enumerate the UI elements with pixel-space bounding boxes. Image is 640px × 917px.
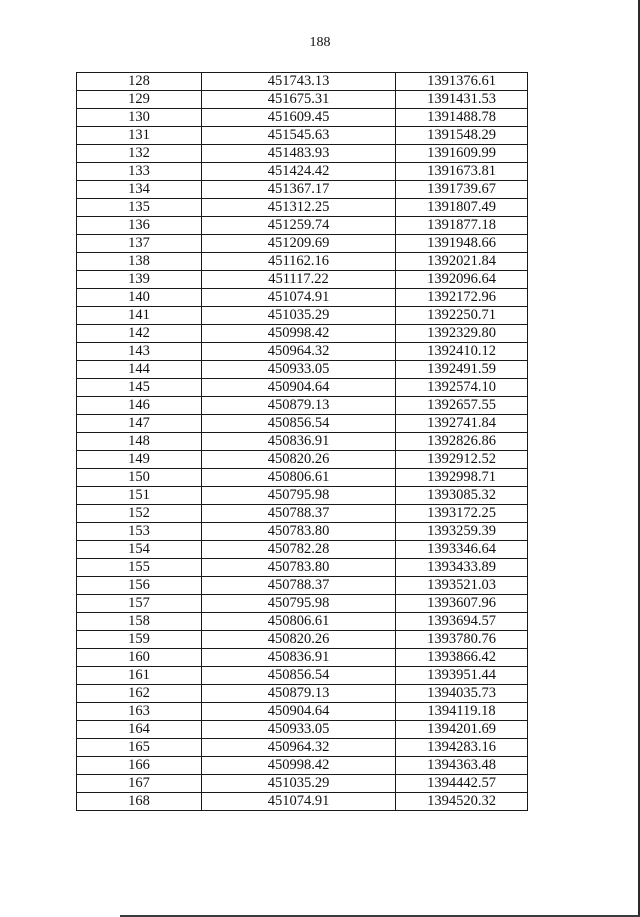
- coordinates-table-body: [77, 73, 528, 811]
- x-coordinate-cell: 450904.64: [202, 703, 396, 721]
- y-coordinate-cell: 1392657.55: [396, 397, 528, 415]
- y-coordinate-cell: 1393085.32: [396, 487, 528, 505]
- x-coordinate-cell: 451117.22: [202, 271, 396, 289]
- table-row: [77, 127, 528, 145]
- x-coordinate-cell: 451035.29: [202, 307, 396, 325]
- y-coordinate-cell: 1394363.48: [396, 757, 528, 775]
- x-coordinate-cell: 451367.17: [202, 181, 396, 199]
- table-row: [77, 793, 528, 811]
- x-coordinate-cell: 451743.13: [202, 73, 396, 91]
- x-coordinate-cell: 450856.54: [202, 415, 396, 433]
- y-coordinate-cell: 1391673.81: [396, 163, 528, 181]
- point-number-cell: 151: [77, 487, 202, 505]
- coordinates-table: [76, 72, 528, 811]
- x-coordinate-cell: 450820.26: [202, 451, 396, 469]
- x-coordinate-cell: 450998.42: [202, 757, 396, 775]
- y-coordinate-cell: 1393346.64: [396, 541, 528, 559]
- point-number-cell: 147: [77, 415, 202, 433]
- table-row: [77, 685, 528, 703]
- y-coordinate-cell: 1391488.78: [396, 109, 528, 127]
- table-row: [77, 595, 528, 613]
- point-number-cell: 129: [77, 91, 202, 109]
- table-row: [77, 181, 528, 199]
- point-number-cell: 138: [77, 253, 202, 271]
- point-number-cell: 155: [77, 559, 202, 577]
- y-coordinate-cell: 1393259.39: [396, 523, 528, 541]
- point-number-cell: 136: [77, 217, 202, 235]
- point-number-cell: 132: [77, 145, 202, 163]
- x-coordinate-cell: 450879.13: [202, 397, 396, 415]
- y-coordinate-cell: 1393780.76: [396, 631, 528, 649]
- table-row: [77, 451, 528, 469]
- x-coordinate-cell: 450788.37: [202, 577, 396, 595]
- x-coordinate-cell: 451162.16: [202, 253, 396, 271]
- x-coordinate-cell: 450836.91: [202, 433, 396, 451]
- x-coordinate-cell: 451259.74: [202, 217, 396, 235]
- x-coordinate-cell: 451675.31: [202, 91, 396, 109]
- x-coordinate-cell: 451312.25: [202, 199, 396, 217]
- x-coordinate-cell: 450783.80: [202, 559, 396, 577]
- point-number-cell: 154: [77, 541, 202, 559]
- table-row: [77, 325, 528, 343]
- point-number-cell: 141: [77, 307, 202, 325]
- y-coordinate-cell: 1392491.59: [396, 361, 528, 379]
- point-number-cell: 128: [77, 73, 202, 91]
- table-row: [77, 667, 528, 685]
- table-row: [77, 415, 528, 433]
- y-coordinate-cell: 1394283.16: [396, 739, 528, 757]
- y-coordinate-cell: 1391431.53: [396, 91, 528, 109]
- table-row: [77, 649, 528, 667]
- y-coordinate-cell: 1394119.18: [396, 703, 528, 721]
- y-coordinate-cell: 1392172.96: [396, 289, 528, 307]
- y-coordinate-cell: 1392574.10: [396, 379, 528, 397]
- table-row: [77, 523, 528, 541]
- y-coordinate-cell: 1392912.52: [396, 451, 528, 469]
- y-coordinate-cell: 1391948.66: [396, 235, 528, 253]
- table-row: [77, 199, 528, 217]
- table-row: [77, 757, 528, 775]
- table-row: [77, 361, 528, 379]
- table-row: [77, 541, 528, 559]
- page-number: 188: [309, 35, 331, 50]
- y-coordinate-cell: 1391548.29: [396, 127, 528, 145]
- point-number-cell: 139: [77, 271, 202, 289]
- table-row: [77, 109, 528, 127]
- y-coordinate-cell: 1393694.57: [396, 613, 528, 631]
- x-coordinate-cell: 451035.29: [202, 775, 396, 793]
- table-row: [77, 145, 528, 163]
- y-coordinate-cell: 1393433.89: [396, 559, 528, 577]
- point-number-cell: 167: [77, 775, 202, 793]
- table-row: [77, 235, 528, 253]
- table-row: [77, 559, 528, 577]
- x-coordinate-cell: 450933.05: [202, 361, 396, 379]
- point-number-cell: 137: [77, 235, 202, 253]
- y-coordinate-cell: 1394035.73: [396, 685, 528, 703]
- x-coordinate-cell: 450806.61: [202, 469, 396, 487]
- table-row: [77, 505, 528, 523]
- x-coordinate-cell: 450795.98: [202, 595, 396, 613]
- point-number-cell: 130: [77, 109, 202, 127]
- table-row: [77, 469, 528, 487]
- y-coordinate-cell: 1394442.57: [396, 775, 528, 793]
- point-number-cell: 134: [77, 181, 202, 199]
- table-row: [77, 271, 528, 289]
- table-row: [77, 613, 528, 631]
- y-coordinate-cell: 1391807.49: [396, 199, 528, 217]
- y-coordinate-cell: 1393607.96: [396, 595, 528, 613]
- table-row: [77, 775, 528, 793]
- x-coordinate-cell: 451483.93: [202, 145, 396, 163]
- x-coordinate-cell: 451545.63: [202, 127, 396, 145]
- point-number-cell: 144: [77, 361, 202, 379]
- point-number-cell: 168: [77, 793, 202, 811]
- point-number-cell: 164: [77, 721, 202, 739]
- point-number-cell: 146: [77, 397, 202, 415]
- point-number-cell: 166: [77, 757, 202, 775]
- table-row: [77, 289, 528, 307]
- point-number-cell: 157: [77, 595, 202, 613]
- point-number-cell: 131: [77, 127, 202, 145]
- table-row: [77, 379, 528, 397]
- y-coordinate-cell: 1392826.86: [396, 433, 528, 451]
- point-number-cell: 148: [77, 433, 202, 451]
- y-coordinate-cell: 1392410.12: [396, 343, 528, 361]
- table-row: [77, 703, 528, 721]
- y-coordinate-cell: 1392329.80: [396, 325, 528, 343]
- point-number-cell: 145: [77, 379, 202, 397]
- table-row: [77, 73, 528, 91]
- point-number-cell: 135: [77, 199, 202, 217]
- table-row: [77, 217, 528, 235]
- point-number-cell: 133: [77, 163, 202, 181]
- point-number-cell: 161: [77, 667, 202, 685]
- table-row: [77, 91, 528, 109]
- x-coordinate-cell: 451074.91: [202, 289, 396, 307]
- table-row: [77, 433, 528, 451]
- x-coordinate-cell: 450836.91: [202, 649, 396, 667]
- point-number-cell: 160: [77, 649, 202, 667]
- x-coordinate-cell: 451209.69: [202, 235, 396, 253]
- y-coordinate-cell: 1391376.61: [396, 73, 528, 91]
- y-coordinate-cell: 1393521.03: [396, 577, 528, 595]
- y-coordinate-cell: 1391739.67: [396, 181, 528, 199]
- x-coordinate-cell: 450782.28: [202, 541, 396, 559]
- table-row: [77, 397, 528, 415]
- y-coordinate-cell: 1391609.99: [396, 145, 528, 163]
- x-coordinate-cell: 450879.13: [202, 685, 396, 703]
- table-row: [77, 307, 528, 325]
- point-number-cell: 143: [77, 343, 202, 361]
- y-coordinate-cell: 1393172.25: [396, 505, 528, 523]
- point-number-cell: 149: [77, 451, 202, 469]
- x-coordinate-cell: 450998.42: [202, 325, 396, 343]
- y-coordinate-cell: 1392998.71: [396, 469, 528, 487]
- x-coordinate-cell: 450964.32: [202, 739, 396, 757]
- y-coordinate-cell: 1393866.42: [396, 649, 528, 667]
- x-coordinate-cell: 450783.80: [202, 523, 396, 541]
- point-number-cell: 165: [77, 739, 202, 757]
- x-coordinate-cell: 450933.05: [202, 721, 396, 739]
- point-number-cell: 142: [77, 325, 202, 343]
- x-coordinate-cell: 450820.26: [202, 631, 396, 649]
- point-number-cell: 153: [77, 523, 202, 541]
- y-coordinate-cell: 1394520.32: [396, 793, 528, 811]
- y-coordinate-cell: 1392021.84: [396, 253, 528, 271]
- x-coordinate-cell: 450806.61: [202, 613, 396, 631]
- y-coordinate-cell: 1392741.84: [396, 415, 528, 433]
- x-coordinate-cell: 451609.45: [202, 109, 396, 127]
- point-number-cell: 156: [77, 577, 202, 595]
- table-row: [77, 739, 528, 757]
- x-coordinate-cell: 450856.54: [202, 667, 396, 685]
- x-coordinate-cell: 450795.98: [202, 487, 396, 505]
- y-coordinate-cell: 1391877.18: [396, 217, 528, 235]
- y-coordinate-cell: 1394201.69: [396, 721, 528, 739]
- x-coordinate-cell: 451074.91: [202, 793, 396, 811]
- point-number-cell: 152: [77, 505, 202, 523]
- point-number-cell: 162: [77, 685, 202, 703]
- table-row: [77, 163, 528, 181]
- point-number-cell: 159: [77, 631, 202, 649]
- point-number-cell: 158: [77, 613, 202, 631]
- y-coordinate-cell: 1392250.71: [396, 307, 528, 325]
- y-coordinate-cell: 1393951.44: [396, 667, 528, 685]
- x-coordinate-cell: 451424.42: [202, 163, 396, 181]
- table-row: [77, 487, 528, 505]
- x-coordinate-cell: 450788.37: [202, 505, 396, 523]
- table-row: [77, 343, 528, 361]
- table-row: [77, 631, 528, 649]
- x-coordinate-cell: 450964.32: [202, 343, 396, 361]
- point-number-cell: 140: [77, 289, 202, 307]
- x-coordinate-cell: 450904.64: [202, 379, 396, 397]
- point-number-cell: 150: [77, 469, 202, 487]
- table-row: [77, 721, 528, 739]
- table-row: [77, 253, 528, 271]
- point-number-cell: 163: [77, 703, 202, 721]
- table-row: [77, 577, 528, 595]
- y-coordinate-cell: 1392096.64: [396, 271, 528, 289]
